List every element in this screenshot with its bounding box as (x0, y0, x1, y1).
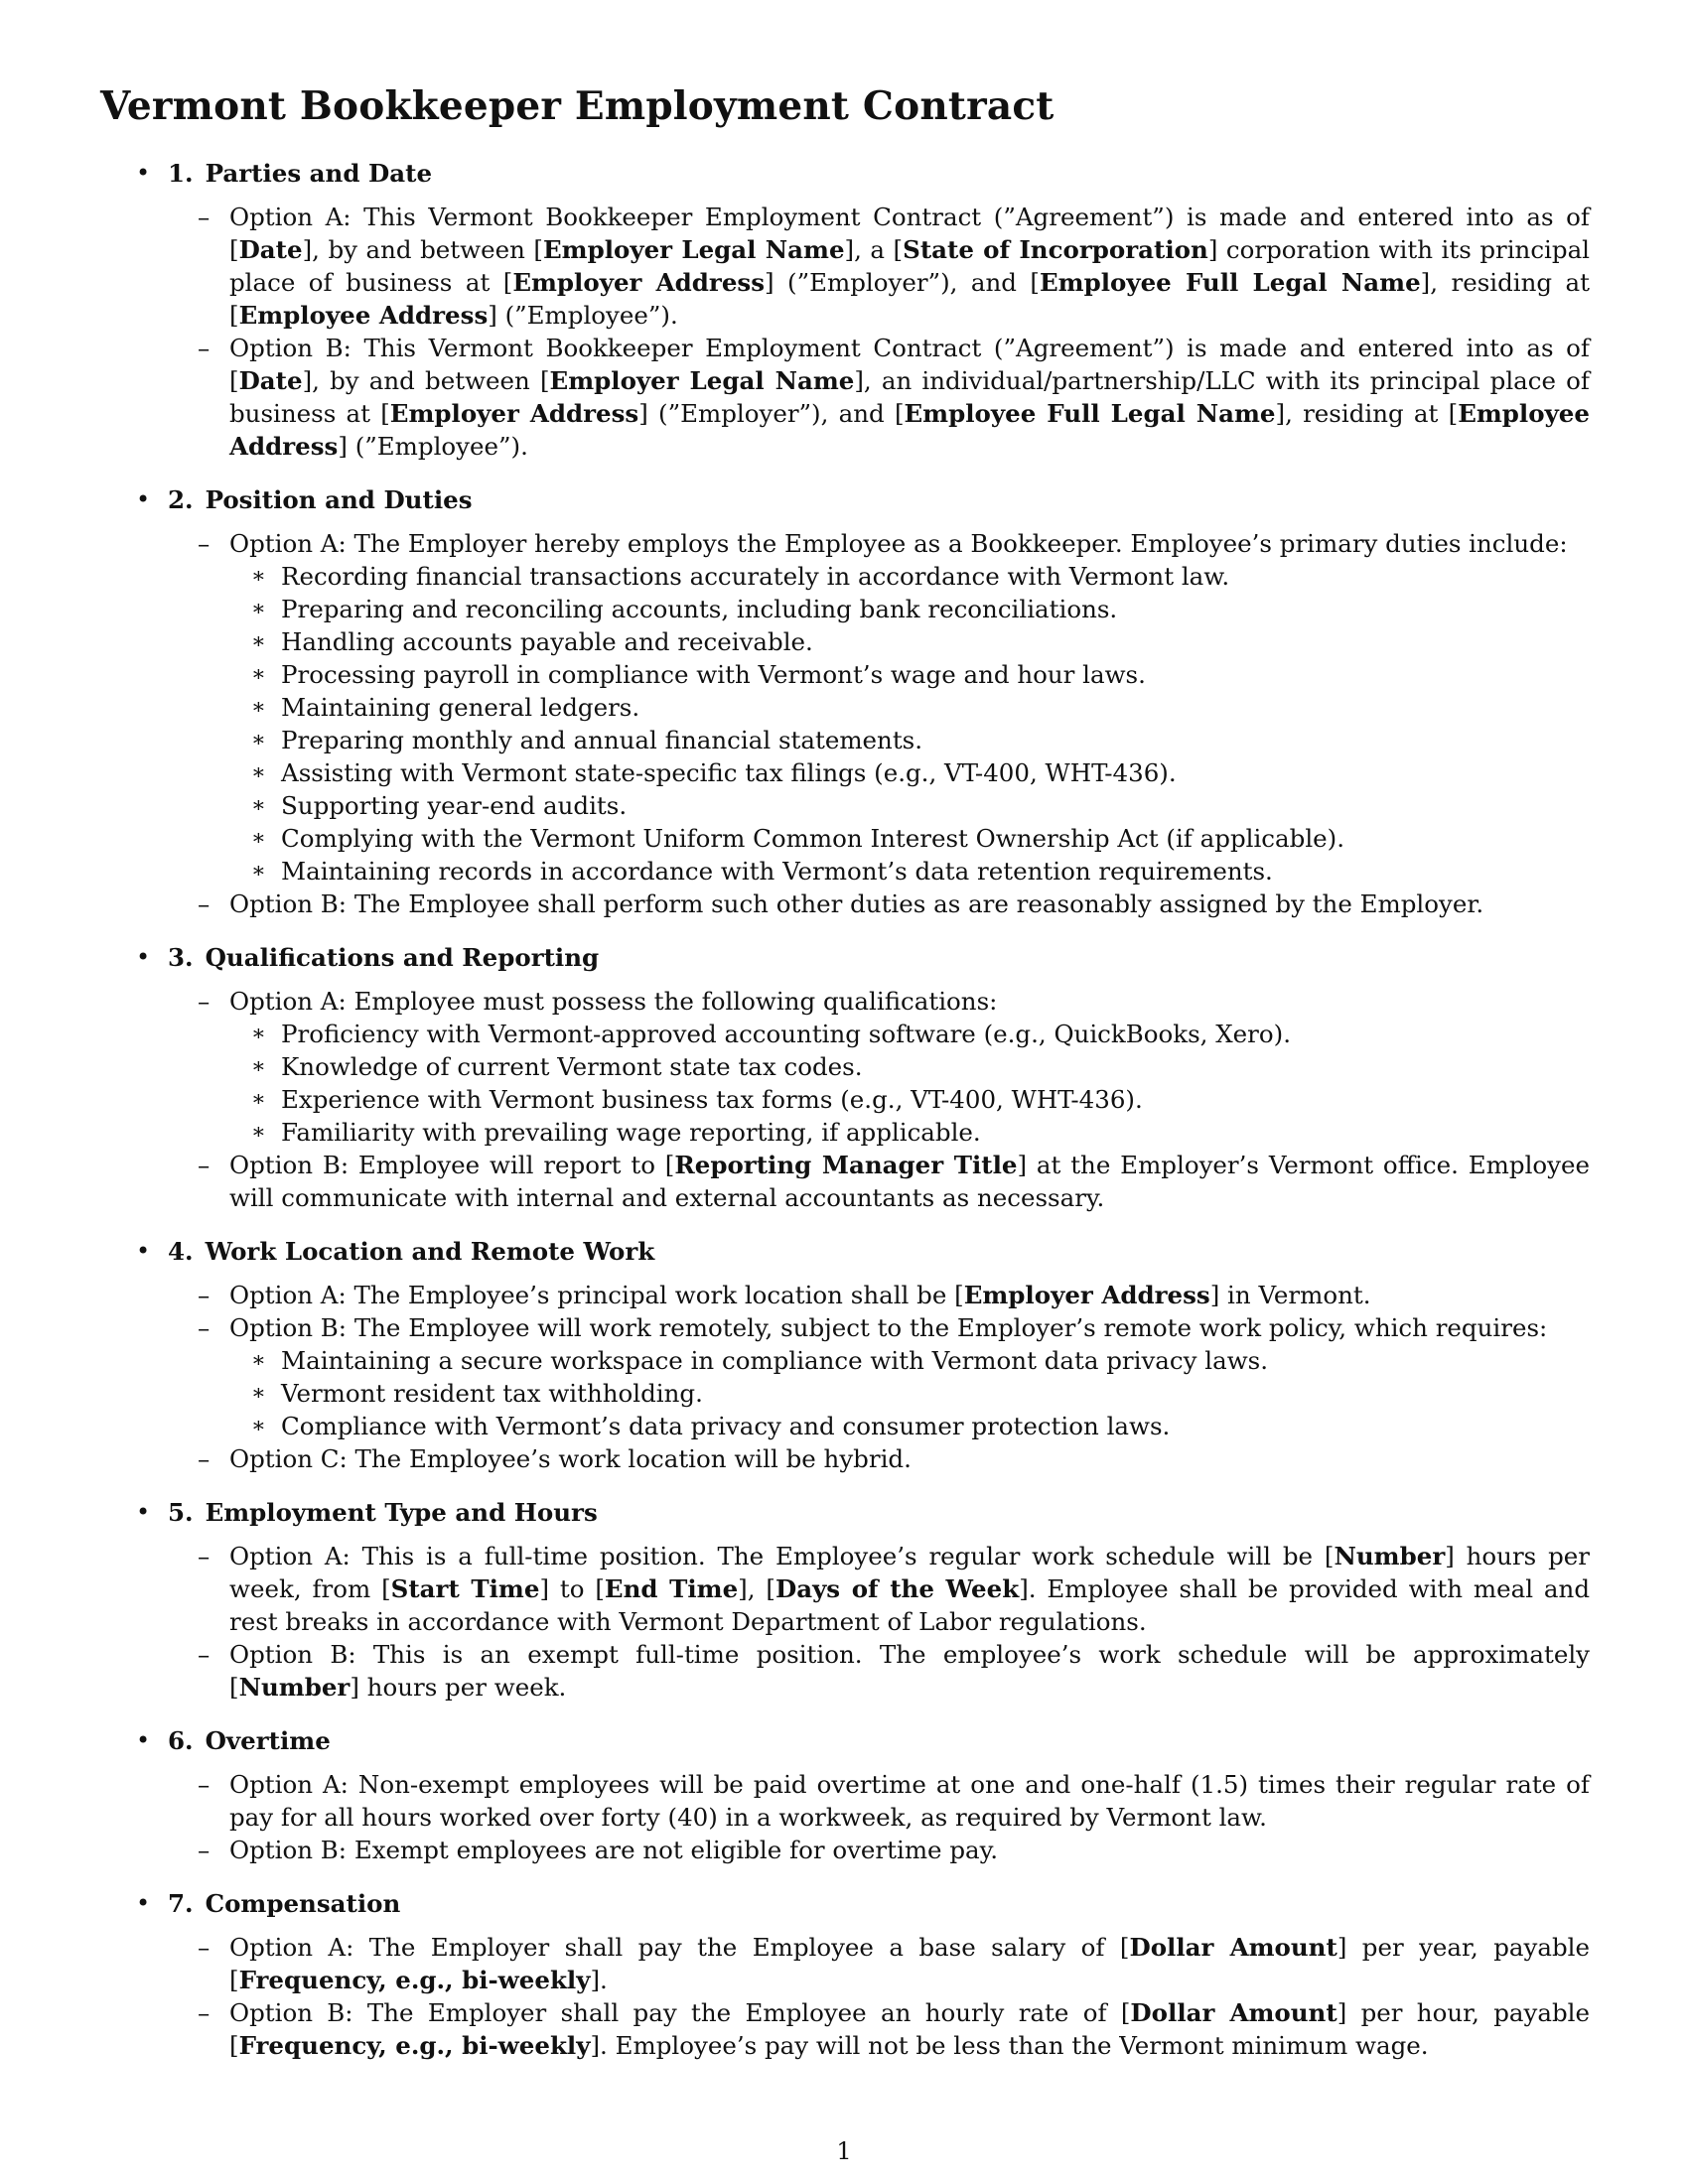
dash-icon: – (198, 987, 211, 1016)
dash-icon: – (198, 1542, 211, 1570)
option-text: ] per year, payable [ (229, 1933, 1591, 1994)
option-item (100, 1149, 1590, 1214)
section-title: Compensation (205, 1889, 401, 1918)
option-text: ], by and between [ (302, 366, 550, 395)
asterisk-icon: ∗ (251, 695, 266, 720)
sub-item-text: Complying with the Vermont Uniform Common Interest Ownership Act (if applicable). (281, 824, 1345, 853)
option-text: Option B: This Vermont Bookkeeper Employment Contract (”Agreement”) is made and entered into as of [ (229, 334, 1590, 395)
section-number: 4. (168, 1237, 194, 1266)
sub-item (229, 855, 1590, 887)
dash-icon: – (198, 1998, 211, 2027)
option-text: ], residing at [ (229, 268, 1590, 330)
asterisk-icon: ∗ (251, 1087, 266, 1112)
section-number: 2. (168, 485, 194, 514)
sub-item (229, 789, 1590, 822)
bullet-icon: • (136, 943, 151, 971)
option-text: Option A: This is a full-time position. The Employee’s regular work schedule will be [ (229, 1542, 1335, 1570)
option-text: Option B: Employee will report to [ (229, 1151, 675, 1179)
option-text: ], by and between [ (302, 235, 543, 264)
dash-icon: – (198, 1281, 211, 1309)
dash-icon: – (198, 1640, 211, 1669)
section-number: 7. (168, 1889, 194, 1918)
sub-list (229, 1344, 1590, 1442)
option-text: ] (”Employee”). (338, 432, 528, 461)
contract-section (100, 1887, 1590, 2062)
sub-item-text: Proficiency with Vermont-approved accounting software (e.g., QuickBooks, Xero). (281, 1020, 1291, 1048)
dash-icon: – (198, 889, 211, 918)
option-item (100, 1540, 1590, 1638)
section-number: 6. (168, 1726, 194, 1755)
bullet-icon: • (136, 1237, 151, 1265)
sub-item (229, 625, 1590, 658)
option-text: Option A: The Employer shall pay the Employee a base salary of [ (229, 1933, 1130, 1962)
sub-item-text: Maintaining records in accordance with Vermont’s data retention requirements. (281, 857, 1273, 886)
dash-icon: – (198, 1313, 211, 1342)
section-title: Employment Type and Hours (205, 1498, 598, 1527)
page-number: 1 (836, 2137, 852, 2165)
contract-section (100, 1724, 1590, 1866)
option-item (100, 1638, 1590, 1704)
placeholder-field: Frequency, e.g., bi-weekly (238, 1966, 591, 1994)
sub-item (229, 1344, 1590, 1377)
option-item (100, 1996, 1590, 2062)
section-title: Overtime (205, 1726, 331, 1755)
placeholder-field: State of Incorporation (903, 235, 1208, 264)
option-text: ]. Employee’s pay will not be less than the Vermont minimum wage. (590, 2031, 1429, 2060)
dash-icon: – (198, 1444, 211, 1473)
section-heading (100, 1887, 1590, 1920)
placeholder-field: Employee Full Legal Name (1039, 268, 1421, 297)
option-item (100, 332, 1590, 463)
section-title: Position and Duties (205, 485, 473, 514)
placeholder-field: Frequency, e.g., bi-weekly (238, 2031, 591, 2060)
asterisk-icon: ∗ (251, 629, 266, 654)
placeholder-field: Dollar Amount (1129, 1933, 1337, 1962)
asterisk-icon: ∗ (251, 1381, 266, 1406)
asterisk-icon: ∗ (251, 793, 266, 818)
placeholder-field: Employer Legal Name (542, 235, 845, 264)
asterisk-icon: ∗ (251, 1022, 266, 1046)
option-text: ], [ (738, 1574, 775, 1603)
section-heading (100, 1496, 1590, 1529)
dash-icon: – (198, 1770, 211, 1799)
asterisk-icon: ∗ (251, 826, 266, 851)
contract-section (100, 157, 1590, 463)
dash-icon: – (198, 1836, 211, 1864)
contract-section (100, 1496, 1590, 1704)
dash-icon: – (198, 1151, 211, 1179)
option-text: ], residing at [ (1275, 399, 1459, 428)
option-text: Option B: The Employee will work remotely, subject to the Employer’s remote work policy, which requires: (229, 1313, 1548, 1342)
option-item (100, 985, 1590, 1149)
sub-item (229, 724, 1590, 756)
bullet-icon: • (136, 1498, 151, 1526)
asterisk-icon: ∗ (251, 1414, 266, 1438)
placeholder-field: Employee Address (229, 399, 1590, 461)
sub-item-text: Knowledge of current Vermont state tax codes. (281, 1052, 863, 1081)
asterisk-icon: ∗ (251, 1120, 266, 1145)
asterisk-icon: ∗ (251, 564, 266, 589)
sub-item-text: Recording financial transactions accurately in accordance with Vermont law. (281, 562, 1230, 591)
placeholder-field: Employee Address (238, 301, 489, 330)
section-title: Work Location and Remote Work (205, 1237, 655, 1266)
section-title: Parties and Date (205, 159, 433, 188)
option-text: ] in Vermont. (1209, 1281, 1371, 1309)
option-item (100, 1442, 1590, 1475)
placeholder-field: Employer Address (389, 399, 639, 428)
option-text: Option A: The Employee’s principal work location shall be [ (229, 1281, 964, 1309)
placeholder-field: Reporting Manager Title (674, 1151, 1018, 1179)
option-text: ] (”Employer”), and [ (765, 268, 1040, 297)
option-item (100, 1768, 1590, 1834)
option-item (100, 1931, 1590, 1996)
section-heading (100, 941, 1590, 974)
placeholder-field: Employer Address (963, 1281, 1210, 1309)
sub-item-text: Experience with Vermont business tax forms (e.g., VT-400, WHT-436). (281, 1085, 1143, 1114)
sub-item-text: Maintaining general ledgers. (281, 693, 640, 722)
contract-section (100, 941, 1590, 1214)
placeholder-field: Employer Legal Name (549, 366, 855, 395)
asterisk-icon: ∗ (251, 1348, 266, 1373)
sub-item (229, 1377, 1590, 1410)
option-text: ], a [ (844, 235, 904, 264)
option-item (100, 1834, 1590, 1866)
dash-icon: – (198, 529, 211, 558)
option-text: Option A: Employee must possess the following qualifications: (229, 987, 998, 1016)
option-text: Option A: This Vermont Bookkeeper Employment Contract (”Agreement”) is made and entered into as of [ (229, 203, 1590, 264)
sub-item-text: Maintaining a secure workspace in compliance with Vermont data privacy laws. (281, 1346, 1269, 1375)
sub-item (229, 560, 1590, 593)
section-number: 3. (168, 943, 194, 972)
sub-item-text: Familiarity with prevailing wage reporting, if applicable. (281, 1118, 981, 1147)
option-text: ] (”Employer”), and [ (638, 399, 905, 428)
sub-item-text: Supporting year-end audits. (281, 791, 628, 820)
option-text: Option B: The Employer shall pay the Employee an hourly rate of [ (229, 1998, 1131, 2027)
section-number: 5. (168, 1498, 194, 1527)
sub-item (229, 1083, 1590, 1116)
sub-item-text: Compliance with Vermont’s data privacy and consumer protection laws. (281, 1412, 1171, 1440)
sub-item-text: Preparing monthly and annual financial statements. (281, 726, 923, 754)
option-text: ], an individual/partnership/LLC with its principal place of business at [ (229, 366, 1590, 428)
asterisk-icon: ∗ (251, 597, 266, 621)
sub-item-text: Handling accounts payable and receivable. (281, 627, 813, 656)
contract-sections (100, 157, 1590, 2083)
option-text: ] to [ (539, 1574, 605, 1603)
section-heading (100, 1724, 1590, 1757)
section-heading (100, 483, 1590, 516)
bullet-icon: • (136, 1889, 151, 1917)
section-title: Qualifications and Reporting (205, 943, 600, 972)
option-text: ]. (590, 1966, 608, 1994)
sub-item (229, 756, 1590, 789)
option-item (100, 527, 1590, 887)
option-text: ] hours per week, from [ (229, 1542, 1590, 1603)
asterisk-icon: ∗ (251, 1054, 266, 1079)
sub-list (229, 1018, 1590, 1149)
sub-item (229, 1116, 1590, 1149)
option-text: ] (”Employee”). (488, 301, 678, 330)
asterisk-icon: ∗ (251, 859, 266, 884)
page-title: Vermont Bookkeeper Employment Contract (100, 83, 1055, 129)
option-item (100, 201, 1590, 332)
sub-item (229, 691, 1590, 724)
option-text: Option A: The Employer hereby employs the Employee as a Bookkeeper. Employee’s primary duties include: (229, 529, 1568, 558)
option-item (100, 1311, 1590, 1442)
option-text: ]. Employee shall be provided with meal and rest breaks in accordance with Vermont Department of Labor regulations. (229, 1574, 1591, 1636)
sub-item (229, 1410, 1590, 1442)
sub-item (229, 593, 1590, 625)
placeholder-field: End Time (604, 1574, 739, 1603)
option-text: Option B: Exempt employees are not eligible for overtime pay. (229, 1836, 999, 1864)
placeholder-field: Days of the Week (774, 1574, 1020, 1603)
sub-item-text: Assisting with Vermont state-specific tax filings (e.g., VT-400, WHT-436). (281, 758, 1177, 787)
contract-section (100, 1235, 1590, 1475)
asterisk-icon: ∗ (251, 728, 266, 752)
bullet-icon: • (136, 1726, 151, 1754)
contract-section (100, 483, 1590, 920)
sub-item (229, 658, 1590, 691)
sub-item-text: Preparing and reconciling accounts, including bank reconciliations. (281, 595, 1118, 623)
bullet-icon: • (136, 159, 151, 187)
sub-item (229, 822, 1590, 855)
placeholder-field: Employee Full Legal Name (904, 399, 1276, 428)
placeholder-field: Number (238, 1673, 351, 1702)
option-text: ] per hour, payable [ (229, 1998, 1590, 2060)
asterisk-icon: ∗ (251, 760, 266, 785)
sub-item-text: Processing payroll in compliance with Vermont’s wage and hour laws. (281, 660, 1146, 689)
section-heading (100, 1235, 1590, 1268)
dash-icon: – (198, 203, 211, 231)
dash-icon: – (198, 1933, 211, 1962)
asterisk-icon: ∗ (251, 662, 266, 687)
option-text: ] hours per week. (350, 1673, 567, 1702)
option-item (100, 887, 1590, 920)
option-text: ] corporation with its principal place of business at [ (229, 235, 1591, 297)
sub-item-text: Vermont resident tax withholding. (281, 1379, 703, 1408)
placeholder-field: Start Time (390, 1574, 540, 1603)
placeholder-field: Date (238, 366, 303, 395)
placeholder-field: Number (1334, 1542, 1446, 1570)
bullet-icon: • (136, 485, 151, 513)
option-text: ] at the Employer’s Vermont office. Employee will communicate with internal and external accountants as necessary. (229, 1151, 1591, 1212)
section-heading (100, 157, 1590, 190)
placeholder-field: Employer Address (512, 268, 765, 297)
section-number: 1. (168, 159, 194, 188)
sub-item (229, 1050, 1590, 1083)
option-text: Option C: The Employee’s work location will be hybrid. (229, 1444, 912, 1473)
placeholder-field: Date (238, 235, 303, 264)
option-item (100, 1279, 1590, 1311)
sub-list (229, 560, 1590, 887)
option-text: Option A: Non-exempt employees will be paid overtime at one and one-half (1.5) times their regular rate of pay for all hours worked over forty (40) in a workweek, as required by Vermont law. (229, 1770, 1590, 1832)
option-text: Option B: This is an exempt full-time position. The employee’s work schedule will be approximately [ (229, 1640, 1590, 1702)
dash-icon: – (198, 334, 211, 362)
sub-item (229, 1018, 1590, 1050)
placeholder-field: Dollar Amount (1130, 1998, 1337, 2027)
option-text: Option B: The Employee shall perform such other duties as are reasonably assigned by the Employer. (229, 889, 1484, 918)
